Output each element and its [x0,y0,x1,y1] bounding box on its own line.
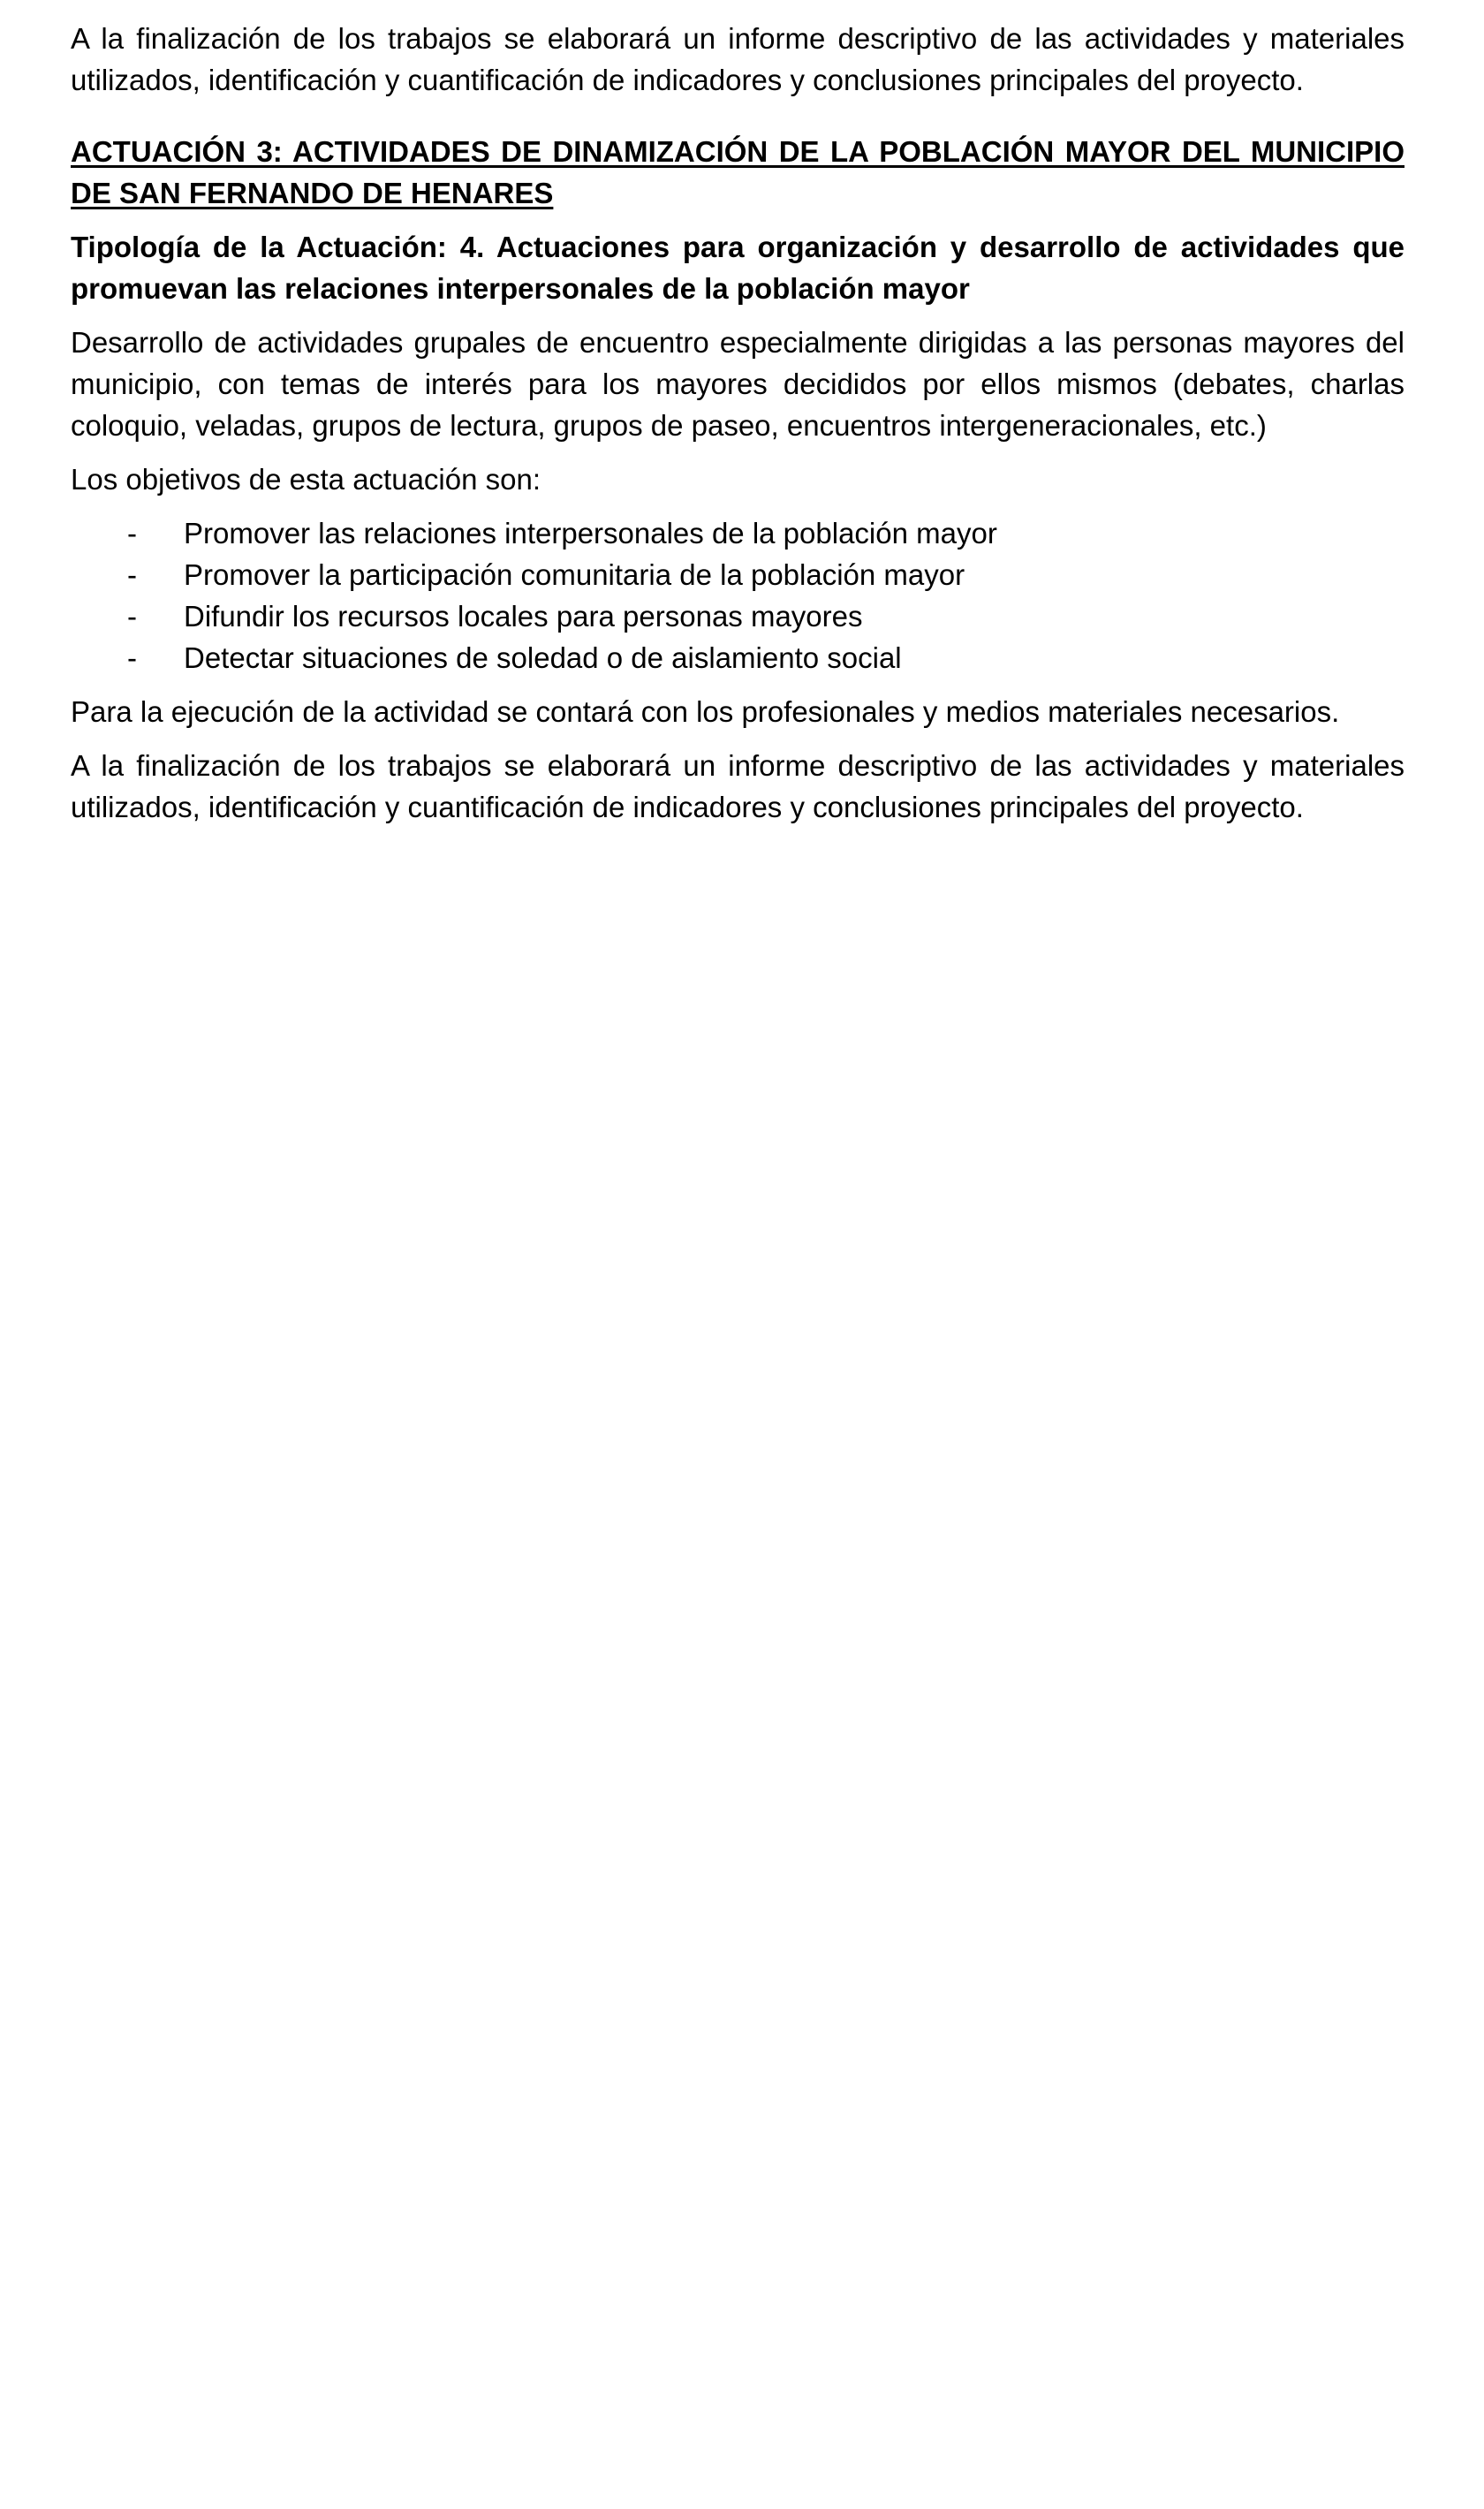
description-paragraph: Desarrollo de actividades grupales de encuentro especialmente dirigidas a las personas mayores del municipio, con temas de interés para los mayores decididos por ellos mismos (debates, charlas coloquio, veladas, grupos de lectura, grupos de paseo, encuentros intergeneracionales, etc.) [71,326,1404,442]
list-item-text: Promover la participación comunitaria de la población mayor [184,558,965,591]
list-item [71,637,1404,678]
intro-paragraph: A la finalización de los trabajos se elaborará un informe descriptivo de las actividades y materiales utilizados, identificación y cuantificación de indicadores y conclusiones principales del proyecto. [71,22,1404,96]
typology-heading: Tipología de la Actuación: 4. Actuaciones para organización y desarrollo de actividades que promuevan las relaciones interpersonales de la población mayor [71,231,1404,305]
objectives-intro: Los objetivos de esta actuación son: [71,463,541,496]
list-bullet: - [127,641,137,674]
list-bullet: - [127,517,137,550]
list-bullet: - [127,600,137,633]
list-item-text: Detectar situaciones de soledad o de aislamiento social [184,641,902,674]
closing-paragraph: A la finalización de los trabajos se elaborará un informe descriptivo de las actividades y materiales utilizados, identificación y cuantificación de indicadores y conclusiones principales del proyecto. [71,749,1404,823]
list-item [71,512,1404,554]
objectives-list [71,512,1404,678]
resources-paragraph: Para la ejecución de la actividad se contará con los profesionales y medios materiales necesarios. [71,695,1340,728]
list-item-text: Difundir los recursos locales para personas mayores [184,600,863,633]
list-item-text: Promover las relaciones interpersonales de la población mayor [184,517,997,550]
list-bullet: - [127,558,137,591]
list-item [71,595,1404,637]
list-item [71,554,1404,595]
section-heading: ACTUACIÓN 3: ACTIVIDADES DE DINAMIZACIÓN DE LA POBLACIÓN MAYOR DEL MUNICIPIO DE SAN FERNANDO DE HENARES [71,135,1404,209]
document-page [71,18,1404,840]
